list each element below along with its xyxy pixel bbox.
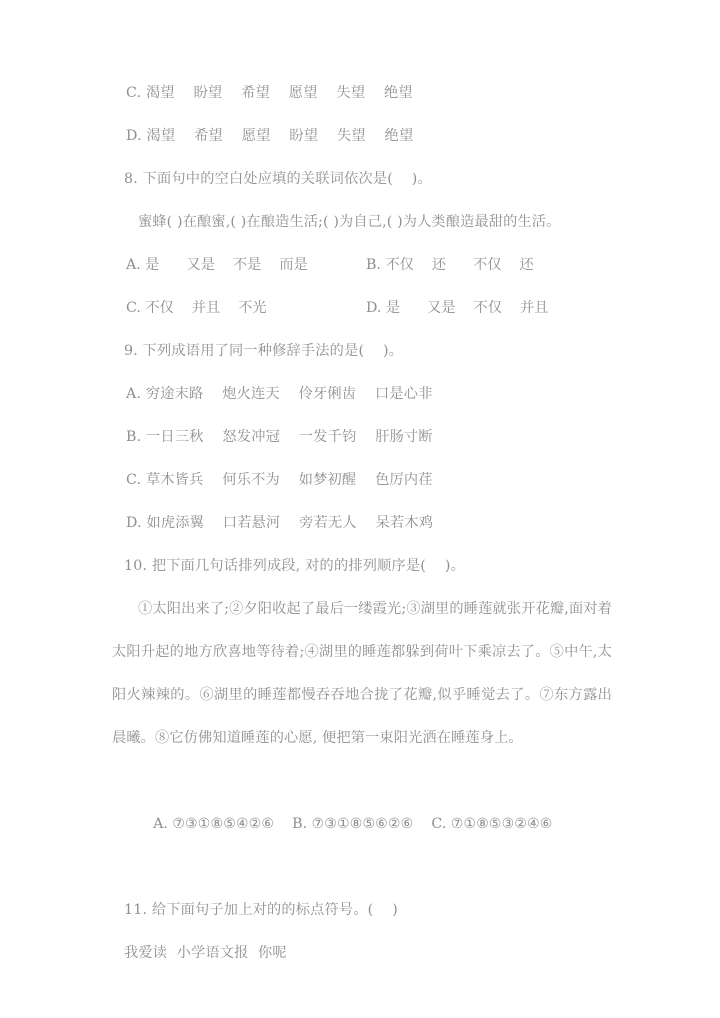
q10-option-gap-2 xyxy=(413,816,431,832)
q8-stem: 8. 下面句中的空白处应填的关联词依次是( )。 xyxy=(124,171,432,187)
q9-stem: 9. 下列成语用了同一种修辞手法的是( )。 xyxy=(124,343,404,359)
q10-option-gap-1 xyxy=(274,816,292,832)
q8-option-c: C. 不仅 并且 不光 xyxy=(126,300,267,316)
q10-option-a: A. ⑦③①⑧⑤④②⑥ xyxy=(153,816,275,832)
q9-option-c: C. 草木皆兵 何乐不为 如梦初醒 色厉内荏 xyxy=(126,472,433,488)
q8-options-row-ab xyxy=(112,244,612,287)
q10-options-row xyxy=(112,760,612,889)
q11-sentence: 我爱读 小学语文报 你呢 xyxy=(124,945,287,961)
q10-stem: 10. 把下面几句话排列成段, 对的的排列顺序是( )。 xyxy=(124,558,465,574)
q10-option-c: C. ⑦①⑧⑤③②④⑥ xyxy=(431,816,553,832)
q8-option-a: A. 是 又是 不是 而是 xyxy=(126,257,308,273)
q7-option-c: C. 渴望 盼望 希望 愿望 失望 绝望 xyxy=(126,85,413,101)
q9-option-d: D. 如虎添翼 口若悬河 旁若无人 呆若木鸡 xyxy=(126,515,434,531)
q8-passage: 蜜蜂( )在酿蜜,( )在酿造生活;( )为自己,( )为人类酿造最甜的生活。 xyxy=(138,214,561,230)
q7-option-d: D. 渴望 希望 愿望 盼望 失望 绝望 xyxy=(126,128,414,144)
q11-stem: 11. 给下面句子加上对的的标点符号。( ) xyxy=(124,902,398,918)
q9-option-a: A. 穷途末路 炮火连天 伶牙俐齿 口是心非 xyxy=(126,386,433,402)
q8-option-b: B. 不仅 还 不仅 还 xyxy=(366,257,534,273)
q8-option-d: D. 是 又是 不仅 并且 xyxy=(366,300,549,316)
q9-option-b: B. 一日三秋 怒发冲冠 一发千钧 肝肠寸断 xyxy=(126,429,433,445)
q10-option-b: B. ⑦③①⑧⑤⑥②⑥ xyxy=(292,816,414,832)
q8-options-row-cd xyxy=(112,287,612,330)
page-content xyxy=(112,72,612,975)
q10-passage: ①太阳出来了;②夕阳收起了最后一缕霞光;③湖里的睡莲就张开花瓣,面对着太阳升起的地方欣喜地等待着;④湖里的睡莲都躲到荷叶下乘凉去了。⑤中午,太阳火辣辣的。⑥湖里的睡莲都慢吞吞地合拢了花瓣,似乎睡觉去了。⑦东方露出晨曦。⑧它仿佛知道睡莲的心愿, 便把第一束阳光洒在睡莲身上。 xyxy=(112,601,612,746)
